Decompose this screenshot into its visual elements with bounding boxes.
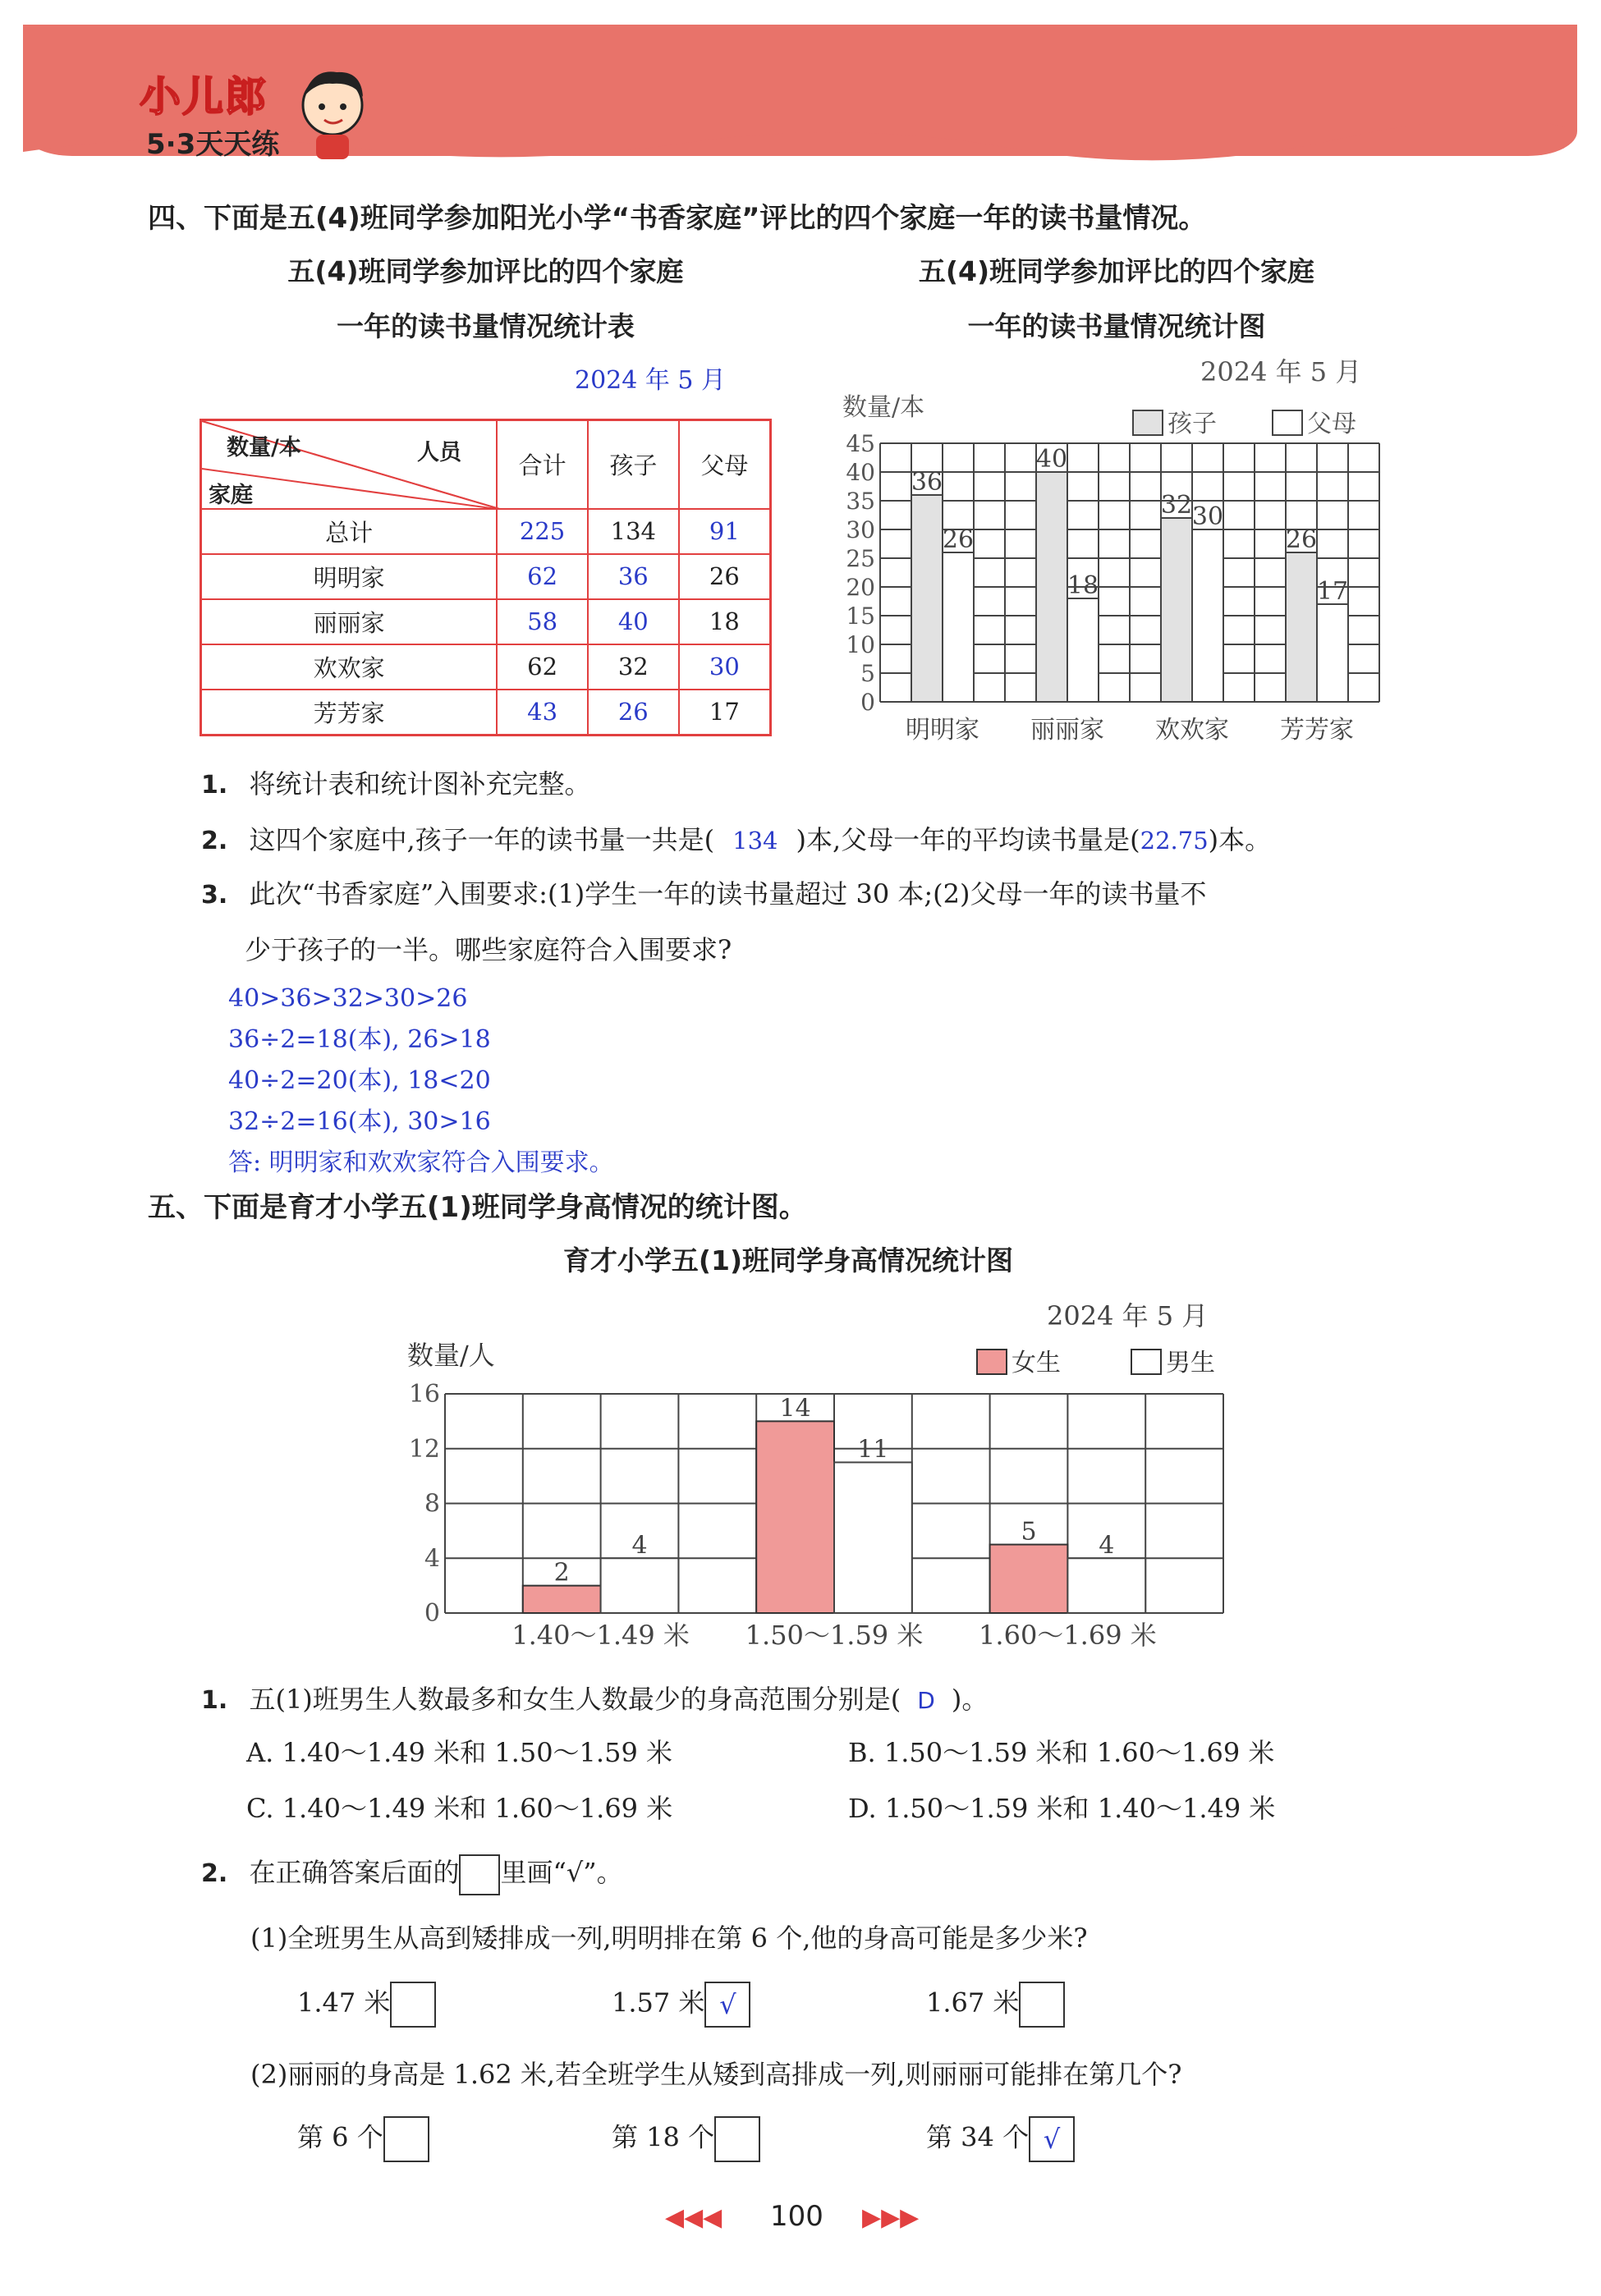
choice-label: 1.67 米: [926, 1987, 1020, 2019]
item-number: 2.: [201, 827, 228, 855]
legend-boy-swatch: [1131, 1350, 1161, 1374]
q4-heading: 四、下面是五(4)班同学参加阳光小学“书香家庭”评比的四个家庭一年的读书量情况。: [148, 202, 1207, 235]
bar-value-label: 40: [1035, 445, 1068, 474]
next-arrows-icon: ▶▶▶: [862, 2203, 920, 2232]
x-category-label: 丽丽家: [1030, 716, 1104, 745]
q5-heading: 五、下面是育才小学五(1)班同学身高情况的统计图。: [148, 1191, 807, 1224]
table-row: [201, 644, 771, 690]
chart1-y-axis-label: 数量/本: [842, 393, 925, 422]
cell-child: 40: [588, 599, 679, 644]
logo-subtitle: 5·3天天练: [146, 128, 280, 161]
answer-child-total: 134: [732, 827, 778, 855]
item-text: )本,父母一年的平均读书量是(: [796, 824, 1140, 855]
row-name: 明明家: [201, 554, 498, 599]
bar-女生: [990, 1545, 1068, 1613]
answer-checkbox[interactable]: [390, 1982, 436, 2028]
page-number: 100: [770, 2200, 823, 2233]
item-text: 里画“√”。: [500, 1857, 623, 1888]
x-category-label: 芳芳家: [1280, 716, 1354, 745]
bar-男生: [834, 1462, 912, 1613]
legend-child-swatch: [1133, 410, 1163, 435]
row-name: 芳芳家: [201, 690, 498, 736]
reading-bar-chart: [829, 386, 1404, 747]
sub2-choice: [612, 2116, 760, 2162]
bar-value-label: 32: [1160, 491, 1193, 520]
item-text: 这四个家庭中,孩子一年的读书量一共是(: [249, 824, 715, 855]
chart1-date: 2024 年 5 月: [1200, 356, 1362, 387]
work-line: 40>36>32>30>26: [228, 984, 468, 1013]
y-tick-label: 0: [424, 1599, 440, 1628]
corner-quantity-label: 数量/本: [227, 435, 301, 461]
table-date: 2024 年 5 月: [575, 366, 727, 395]
choice-label: 1.47 米: [297, 1987, 391, 2019]
bar-孩子: [1161, 518, 1192, 702]
table-caption-line2: 一年的读书量情况统计表: [337, 310, 635, 342]
q4-item3-line2: 少于孩子的一半。哪些家庭符合入围要求?: [245, 934, 732, 965]
answer-checkbox[interactable]: [714, 2116, 760, 2162]
chart2-date: 2024 年 5 月: [1047, 1300, 1209, 1331]
answer-parent-average: 22.75: [1140, 827, 1209, 855]
y-tick-label: 8: [424, 1489, 440, 1519]
y-tick-label: 45: [846, 430, 875, 457]
row-name: 丽丽家: [201, 599, 498, 644]
y-tick-label: 35: [846, 488, 875, 515]
answer-checkbox[interactable]: √: [1029, 2116, 1075, 2162]
cell-parent: 17: [679, 690, 771, 736]
table-row: [201, 599, 771, 644]
q4-item2: [201, 819, 1271, 857]
cell-child: 36: [588, 554, 679, 599]
option-b: B. 1.50～1.59 米和 1.60～1.69 米: [848, 1737, 1275, 1768]
item-text: 此次“书香家庭”入围要求:(1)学生一年的读书量超过 30 本;(2)父母一年的读书量不: [249, 878, 1207, 910]
sub2-choice: [297, 2116, 429, 2162]
y-tick-label: 4: [424, 1544, 440, 1574]
table-row: [201, 509, 771, 554]
item-number: 3.: [201, 881, 228, 910]
prev-arrows-icon: ◀◀◀: [665, 2203, 723, 2232]
bar-value-label: 4: [1099, 1531, 1115, 1560]
bar-value-label: 14: [779, 1394, 811, 1423]
item-number: 1.: [201, 1686, 228, 1715]
x-category-label: 1.60～1.69 米: [979, 1620, 1157, 1651]
bar-value-label: 26: [1285, 525, 1318, 554]
bar-value-label: 18: [1067, 571, 1099, 600]
sub1-choice: [926, 1982, 1065, 2028]
chart1-caption-line1: 五(4)班同学参加评比的四个家庭: [918, 255, 1315, 287]
header-parent: 父母: [679, 420, 771, 509]
choice-label: 第 6 个: [297, 2121, 383, 2153]
option-a: A. 1.40～1.49 米和 1.50～1.59 米: [246, 1737, 672, 1768]
table-corner-cell: [201, 420, 498, 509]
bar-父母: [943, 552, 974, 702]
item-number: 1.: [201, 771, 228, 800]
x-category-label: 欢欢家: [1155, 716, 1229, 745]
y-tick-label: 10: [846, 631, 875, 658]
y-tick-label: 30: [846, 516, 875, 543]
bar-孩子: [911, 495, 943, 702]
cell-parent: 18: [679, 599, 771, 644]
bar-父母: [1317, 604, 1348, 702]
bar-value-label: 17: [1316, 577, 1349, 606]
q4-work: [228, 978, 614, 1184]
choice-label: 第 34 个: [926, 2121, 1030, 2153]
bar-男生: [601, 1558, 679, 1613]
sub2-choice: [926, 2116, 1075, 2162]
x-category-label: 1.50～1.59 米: [745, 1620, 924, 1651]
cell-parent: 30: [679, 644, 771, 690]
table-row: [201, 554, 771, 599]
legend-parent-label: 父母: [1307, 410, 1356, 438]
bar-value-label: 4: [631, 1531, 648, 1560]
legend-child-label: 孩子: [1167, 410, 1217, 438]
y-tick-label: 15: [846, 603, 875, 630]
height-bar-chart: [394, 1330, 1248, 1658]
cell-child: 134: [588, 509, 679, 554]
bar-女生: [523, 1586, 601, 1613]
chart1-caption-line2: 一年的读书量情况统计图: [967, 310, 1266, 342]
cell-total: 225: [497, 509, 588, 554]
y-tick-label: 16: [408, 1380, 440, 1409]
option-d: D. 1.50～1.59 米和 1.40～1.49 米: [848, 1793, 1276, 1824]
logo-title: 小儿郎: [140, 73, 268, 121]
choice-label: 1.57 米: [612, 1987, 705, 2019]
item-text: 在正确答案后面的: [249, 1857, 460, 1888]
table-caption-line1: 五(4)班同学参加评比的四个家庭: [287, 255, 684, 287]
legend-parent-swatch: [1273, 410, 1302, 435]
item-text: )本。: [1208, 824, 1272, 855]
legend-boy-label: 男生: [1166, 1349, 1215, 1377]
corner-family-label: 家庭: [209, 483, 253, 508]
chart2-bars: [523, 1421, 1145, 1613]
item-number: 2.: [201, 1859, 228, 1888]
cell-parent: 91: [679, 509, 771, 554]
row-name: 总计: [201, 509, 498, 554]
sub1-question: (1)全班男生从高到矮排成一列,明明排在第 6 个,他的身高可能是多少米?: [250, 1922, 1088, 1954]
work-line: 答: 明明家和欢欢家符合入围要求。: [228, 1148, 614, 1177]
bar-男生: [1067, 1558, 1145, 1613]
x-category-label: 1.40～1.49 米: [511, 1620, 690, 1651]
bar-value-label: 26: [942, 525, 975, 554]
work-line: 32÷2=16(本), 30>16: [228, 1107, 491, 1136]
y-tick-label: 25: [846, 545, 875, 572]
y-tick-label: 12: [408, 1434, 440, 1464]
bar-孩子: [1286, 552, 1317, 702]
q5-item2: [201, 1852, 623, 1895]
cell-total: 62: [497, 644, 588, 690]
legend-girl-swatch: [977, 1350, 1007, 1374]
example-answer-box: [459, 1854, 500, 1895]
bar-value-label: 36: [911, 468, 943, 497]
bar-value-label: 11: [857, 1435, 889, 1464]
q5-item1: [201, 1679, 988, 1716]
header-child: 孩子: [588, 420, 679, 509]
table-row: [201, 690, 771, 736]
header-total: 合计: [497, 420, 588, 509]
answer-checkbox[interactable]: [383, 2116, 429, 2162]
cell-total: 43: [497, 690, 588, 736]
option-c: C. 1.40～1.49 米和 1.60～1.69 米: [246, 1793, 673, 1824]
q4-item1: [201, 763, 590, 801]
choice-label: 第 18 个: [612, 2121, 715, 2153]
bar-value-label: 5: [1021, 1517, 1037, 1547]
item-text: 将统计表和统计图补充完整。: [249, 768, 591, 800]
reading-stats-table: [200, 419, 772, 736]
corner-member-label: 人员: [417, 440, 461, 465]
bar-父母: [1067, 598, 1099, 702]
cell-child: 26: [588, 690, 679, 736]
bar-孩子: [1036, 472, 1067, 702]
bar-女生: [756, 1421, 834, 1613]
work-line: 40÷2=20(本), 18<20: [228, 1066, 491, 1095]
sub1-choice: [297, 1982, 436, 2028]
y-tick-label: 20: [846, 574, 875, 601]
chart2-caption: 育才小学五(1)班同学身高情况统计图: [562, 1244, 1014, 1276]
answer-checkbox[interactable]: √: [704, 1982, 750, 2028]
y-tick-label: 40: [846, 459, 875, 486]
legend-girl-label: 女生: [1012, 1349, 1061, 1377]
cell-total: 62: [497, 554, 588, 599]
q4-item3: [201, 873, 1206, 911]
y-tick-label: 5: [860, 660, 875, 687]
bar-value-label: 30: [1191, 502, 1224, 531]
cell-child: 32: [588, 644, 679, 690]
item-text: 五(1)班男生人数最多和女生人数最少的身高范围分别是(: [249, 1684, 901, 1715]
item-text: )。: [951, 1684, 989, 1715]
bar-value-label: 2: [553, 1558, 570, 1588]
cell-parent: 26: [679, 554, 771, 599]
answer-choice: D: [917, 1687, 935, 1714]
chart2-y-axis-label: 数量/人: [407, 1340, 495, 1371]
sub1-choice: [612, 1982, 750, 2028]
bar-父母: [1192, 529, 1223, 702]
cell-total: 58: [497, 599, 588, 644]
mascot-boy-icon: [296, 64, 369, 163]
work-line: 36÷2=18(本), 26>18: [228, 1025, 491, 1054]
answer-checkbox[interactable]: [1019, 1982, 1065, 2028]
row-name: 欢欢家: [201, 644, 498, 690]
x-category-label: 明明家: [906, 716, 979, 745]
sub2-question: (2)丽丽的身高是 1.62 米,若全班学生从矮到高排成一列,则丽丽可能排在第几个?: [250, 2059, 1182, 2090]
y-tick-label: 0: [860, 689, 875, 716]
